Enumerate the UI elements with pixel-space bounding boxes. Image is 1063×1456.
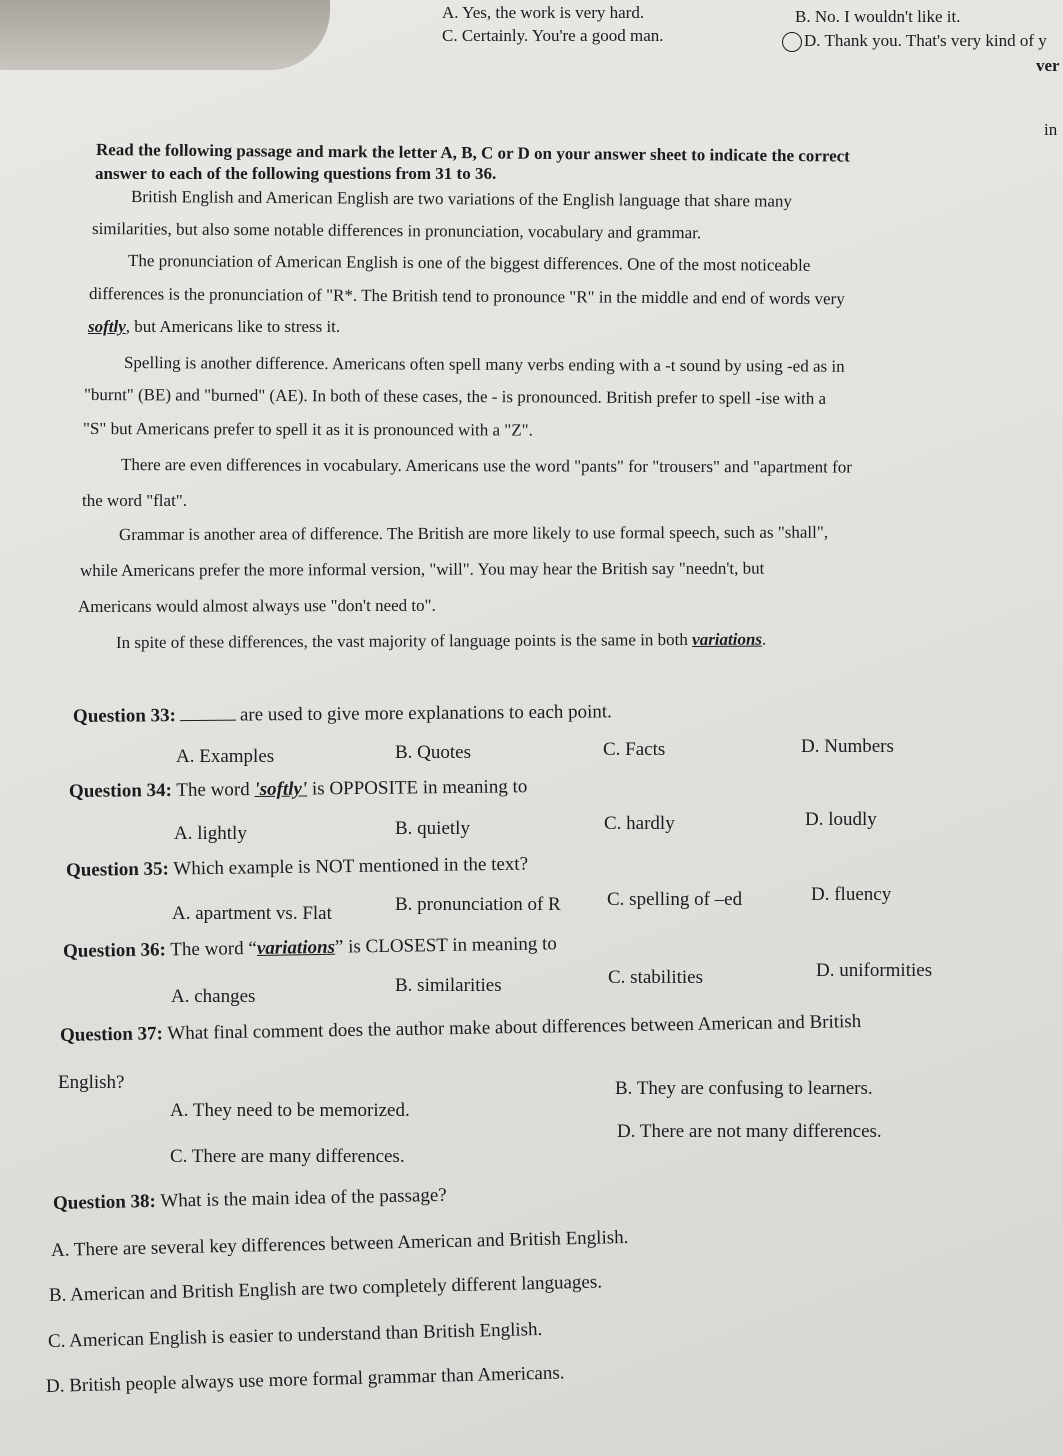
top-option-d xyxy=(782,31,1047,52)
q38-option-c: C. American English is easier to understand than British English. xyxy=(47,1318,543,1352)
question-35 xyxy=(66,854,528,882)
q38-option-b: B. American and British English are two completely different languages. xyxy=(48,1271,603,1306)
passage-p3-line3: "S" but Americans prefer to spell it as it is pronounced with a "Z". xyxy=(82,419,533,440)
passage-p3-line1: Spelling is another difference. Americans often spell many verbs ending with a -t sound by using -ed as in xyxy=(123,353,845,376)
question-37-text: What final comment does the author make about differences between American and British xyxy=(167,1011,862,1045)
q34-option-c: C. hardly xyxy=(604,813,675,834)
q33-option-b: B. Quotes xyxy=(395,742,471,763)
instructions-line-2: answer to each of the following questions from 31 to 36. xyxy=(95,164,497,183)
passage-p2-line2: differences is the pronunciation of "R*. The British tend to pronounce "R" in the middle and end of words very xyxy=(88,284,845,309)
passage-p1-line2: similarities, but also some notable differences in pronunciation, vocabulary and grammar. xyxy=(91,219,702,243)
question-38 xyxy=(53,1185,447,1215)
q34-option-b: B. quietly xyxy=(395,818,470,839)
question-33 xyxy=(73,701,612,728)
q34-option-a: A. lightly xyxy=(174,823,247,844)
passage-p6-text: In spite of these differences, the vast majority of language points is the same in both xyxy=(115,629,693,652)
question-34-text-start: The word xyxy=(176,779,255,801)
question-35-text: Which example is NOT mentioned in the text? xyxy=(173,853,529,880)
edge-text-1: ver xyxy=(1036,56,1060,75)
question-37-line2: English? xyxy=(58,1072,125,1093)
question-38-label: Question 38: xyxy=(52,1190,157,1214)
top-option-c: C. Certainly. You're a good man. xyxy=(442,26,664,45)
q38-option-d: D. British people always use more formal grammar than Americans. xyxy=(45,1362,565,1397)
question-34-word: 'softly' xyxy=(254,778,308,801)
q37-option-a: A. They need to be memorized. xyxy=(170,1100,410,1121)
answer-blank xyxy=(180,706,236,721)
circled-answer-mark xyxy=(782,32,802,52)
q33-option-d: D. Numbers xyxy=(801,736,894,757)
question-35-label: Question 35: xyxy=(65,858,170,881)
q35-option-d: D. fluency xyxy=(811,884,892,905)
q36-option-b: B. similarities xyxy=(395,975,502,996)
q36-option-d: D. uniformities xyxy=(816,960,933,981)
q35-option-a: A. apartment vs. Flat xyxy=(172,903,332,924)
question-34 xyxy=(69,776,528,803)
passage-p6-end: . xyxy=(761,629,767,649)
passage-p2-line3-text: , but Americans like to stress it. xyxy=(125,317,341,336)
q33-option-a: A. Examples xyxy=(176,746,275,767)
q36-option-c: C. stabilities xyxy=(608,967,703,988)
passage-p3-line2: "burnt" (BE) and "burned" (AE). In both of these cases, the - is pronounced. British prefer to spell -ise with a xyxy=(83,385,827,408)
q38-option-a: A. There are several key differences between American and British English. xyxy=(50,1226,629,1261)
question-36-label: Question 36: xyxy=(62,939,167,962)
question-36-text-end: ” is CLOSEST in meaning to xyxy=(334,933,557,958)
passage-p6 xyxy=(116,630,766,653)
q37-option-d: D. There are not many differences. xyxy=(617,1121,882,1142)
q35-option-c: C. spelling of –ed xyxy=(607,889,743,910)
hand-shadow xyxy=(0,0,330,70)
question-33-label: Question 33: xyxy=(72,705,177,727)
edge-text-2: in xyxy=(1044,120,1058,139)
question-36-word: variations xyxy=(256,936,336,959)
passage-p4-line2: the word "flat". xyxy=(82,491,187,510)
passage-p2-line3 xyxy=(88,317,340,337)
highlight-word-softly: softly xyxy=(88,317,126,336)
question-34-text-end: is OPPOSITE in meaning to xyxy=(307,776,528,800)
top-option-a: A. Yes, the work is very hard. xyxy=(442,3,645,22)
passage-p1-line1: British English and American English are two variations of the English language that share many xyxy=(130,187,793,211)
passage-p4-line1: There are even differences in vocabulary. Americans use the word "pants" for "trousers" and "apartment for xyxy=(120,455,852,477)
passage-p2-line1: The pronunciation of American English is one of the biggest differences. One of the most noticeable xyxy=(127,251,811,275)
question-34-label: Question 34: xyxy=(68,779,173,802)
q33-option-c: C. Facts xyxy=(603,739,666,760)
question-38-text: What is the main idea of the passage? xyxy=(160,1184,447,1212)
highlight-word-variations: variations xyxy=(692,629,763,649)
q37-option-c: C. There are many differences. xyxy=(170,1146,405,1167)
q34-option-d: D. loudly xyxy=(805,809,877,830)
q36-option-a: A. changes xyxy=(171,986,256,1007)
q37-option-b: B. They are confusing to learners. xyxy=(615,1078,873,1099)
question-36-text-start: The word “ xyxy=(170,937,258,961)
passage-p5-line1: Grammar is another area of difference. The British are more likely to use formal speech, such as "shall", xyxy=(118,522,829,544)
question-36 xyxy=(63,933,557,963)
top-option-d-text: D. Thank you. That's very kind of y xyxy=(804,31,1047,50)
passage-p5-line3: Americans would almost always use "don't need to". xyxy=(77,595,436,616)
question-37-label: Question 37: xyxy=(59,1023,164,1046)
top-option-b: B. No. I wouldn't like it. xyxy=(795,7,961,26)
instructions-line-1: Read the following passage and mark the letter A, B, C or D on your answer sheet to indicate the correct xyxy=(95,140,850,166)
question-37 xyxy=(60,1011,862,1047)
passage-p5-line2: while Americans prefer the more informal version, "will". You may hear the British say "needn't, but xyxy=(79,558,765,580)
q35-option-b: B. pronunciation of R xyxy=(395,894,561,915)
question-33-text: are used to give more explanations to each point. xyxy=(239,701,612,726)
